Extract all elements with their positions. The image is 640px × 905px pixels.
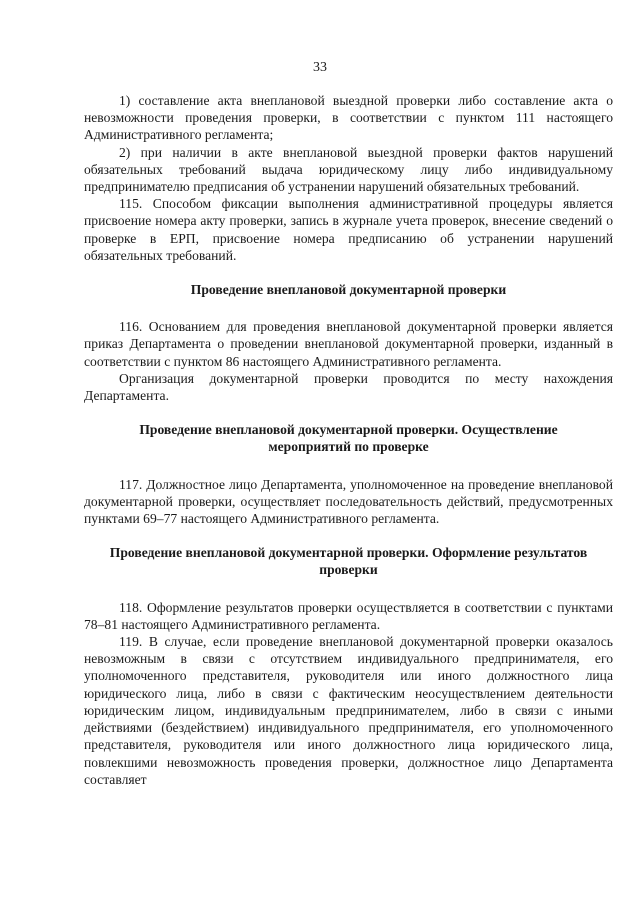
section-heading-line-1: Проведение внеплановой документарной проверки. Оформление результатов bbox=[109, 545, 588, 561]
paragraph-item-1: 1) составление акта внеплановой выездной проверки либо составление акта о невозможности проведения проверки, в соответствии с пунктом 111 настоящего Административного регламента; bbox=[84, 93, 613, 143]
section-heading-line-2: мероприятий по проверке bbox=[268, 439, 429, 455]
section-heading-line-1: Проведение внеплановой документарной проверки. Осуществление bbox=[139, 422, 558, 438]
section-heading-check-results bbox=[84, 544, 613, 578]
paragraph-118: 118. Оформление результатов проверки осуществляется в соответствии с пунктами 78–81 настоящего Административного регламента. bbox=[84, 599, 613, 632]
page-number: 33 bbox=[313, 60, 327, 75]
paragraph-115: 115. Способом фиксации выполнения административной процедуры является присвоение номера акту проверки, запись в журнале учета проверок, внесение сведений о проверке в ЕРП, присвоение номера предписанию об устранении нарушений обязательных требований. bbox=[84, 196, 613, 263]
section-heading-check-activities bbox=[84, 421, 613, 455]
document-body bbox=[84, 92, 613, 788]
section-heading-documentary-check: Проведение внеплановой документарной проверки bbox=[190, 282, 507, 298]
paragraph-119: 119. В случае, если проведение внеплановой документарной проверки оказалось невозможным в связи с отсутствием индивидуального предпринимателя, его уполномоченного представителя, руководителя или иного должностного лица юридического лица, либо в связи с фактическим неосуществлением деятельности юридическим лицом, индивидуальным предпринимателем, либо в связи с иными действиями (бездействием) индивидуального предпринимателя, его уполномоченного представителя, руководителя или иного должностного лица юридического лица, повлекшими невозможность проведения проверки, должностное лицо Департамента составляет bbox=[84, 634, 613, 787]
section-heading-line-2: проверки bbox=[319, 562, 378, 578]
paragraph-117: 117. Должностное лицо Департамента, уполномоченное на проведение внеплановой документарной проверки, осуществляет последовательность действий, предусмотренных пунктами 69–77 настоящего Административного регламента. bbox=[84, 476, 613, 527]
paragraph-organization: Организация документарной проверки проводится по месту нахождения Департамента. bbox=[84, 370, 613, 404]
paragraph-item-2: 2) при наличии в акте внеплановой выездной проверки фактов нарушений обязательных требований выдача юридическому лицу либо индивидуальному предпринимателю предписания об устранении нарушений обязательных требований. bbox=[84, 144, 613, 195]
paragraph-116: 116. Основанием для проведения внеплановой документарной проверки является приказ Департамента о проведении внеплановой документарной проверки, изданный в соответствии с пунктом 86 настоящего Административного регламента. bbox=[84, 319, 613, 369]
